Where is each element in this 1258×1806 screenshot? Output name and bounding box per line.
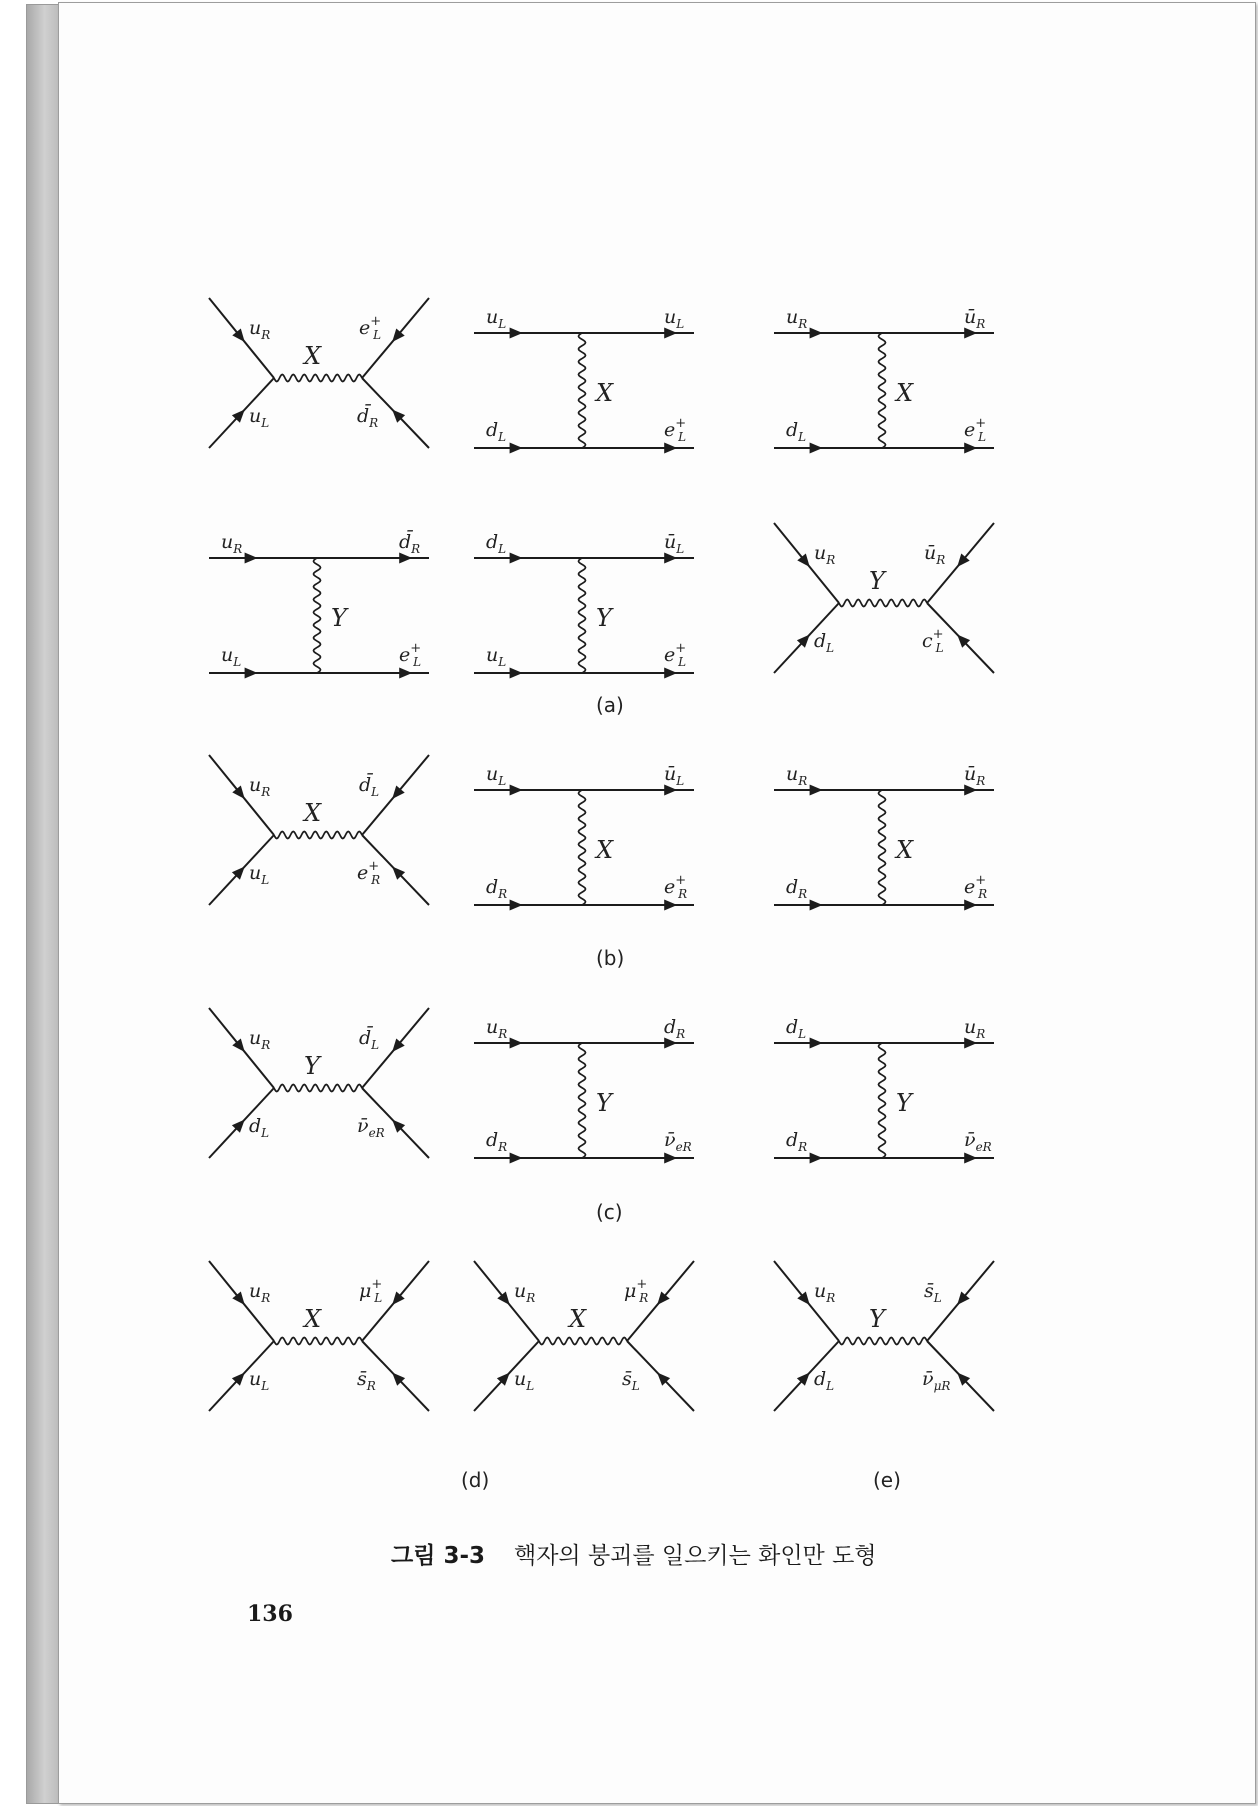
out-bot-label: e+ R <box>964 873 988 901</box>
in-bot-label: $d_R$ <box>486 876 508 901</box>
out-top-label: $d̄_L$ <box>359 774 380 799</box>
boson-propagator <box>539 1338 627 1345</box>
book-page <box>58 2 1256 1804</box>
boson-label: Y <box>304 1052 320 1080</box>
out-top-label: $u_R$ <box>964 1016 986 1041</box>
caption-text: 핵자의 붕괴를 일으키는 화인만 도형 <box>514 1543 877 1569</box>
fermion-arrow <box>664 900 677 911</box>
fermion-arrow <box>510 443 523 454</box>
out-bot-label: e+ L <box>964 416 987 444</box>
out-top-label: $d_R$ <box>664 1016 686 1041</box>
in-top-label: $u_L$ <box>486 763 507 788</box>
boson-label: Y <box>869 1305 885 1333</box>
boson-propagator <box>274 375 362 382</box>
out-top-label: μ+ L <box>359 1277 383 1305</box>
diagram-grid <box>209 298 994 1411</box>
fermion-arrow <box>810 1038 823 1049</box>
fermion-arrow <box>964 785 977 796</box>
out-bot-label: e+ R <box>357 859 381 887</box>
in-bot-label: $d_R$ <box>486 1129 508 1154</box>
book-spine <box>26 4 60 1804</box>
in-bot-label: $u_L$ <box>249 1368 270 1393</box>
boson-propagator <box>274 832 362 839</box>
feynman-diagram-1 <box>209 298 429 448</box>
boson-propagator <box>879 1043 886 1158</box>
in-top-label: $u_R$ <box>786 763 808 788</box>
fermion-arrow <box>964 328 977 339</box>
boson-label: X <box>569 1305 587 1333</box>
in-top-label: $u_R$ <box>486 1016 508 1041</box>
boson-propagator <box>314 558 321 673</box>
in-bot-label: $d_L$ <box>814 630 835 655</box>
out-bot-label: $s̄_R$ <box>357 1368 376 1393</box>
out-top-label: $ū_R$ <box>924 542 946 567</box>
out-top-label: e+ L <box>359 314 382 342</box>
in-bot-label: $d_L$ <box>814 1368 835 1393</box>
in-bot-label: $d_L$ <box>786 419 807 444</box>
fermion-arrow <box>664 1153 677 1164</box>
panel-label-b: (b) <box>596 946 625 970</box>
in-top-label: $u_R$ <box>786 306 808 331</box>
boson-label: Y <box>596 604 612 632</box>
fermion-arrow <box>245 553 258 564</box>
in-top-label: $u_L$ <box>486 306 507 331</box>
in-bot-label: $u_L$ <box>221 644 242 669</box>
feynman-diagram-9 <box>774 763 994 911</box>
in-top-label: $u_R$ <box>249 1280 271 1305</box>
in-bot-label: $d_L$ <box>249 1115 270 1140</box>
boson-propagator <box>274 1338 362 1345</box>
page-number: 136 <box>247 1601 293 1627</box>
fermion-arrow <box>510 328 523 339</box>
in-top-label: $u_R$ <box>249 317 271 342</box>
boson-propagator <box>579 1043 586 1158</box>
in-top-label: $u_R$ <box>221 531 243 556</box>
in-bot-label: $u_L$ <box>514 1368 535 1393</box>
fermion-arrow <box>964 443 977 454</box>
fermion-arrow <box>664 328 677 339</box>
boson-propagator <box>879 790 886 905</box>
out-top-label: $ū_R$ <box>964 306 986 331</box>
fermion-arrow <box>964 900 977 911</box>
fermion-arrow <box>510 1038 523 1049</box>
out-bot-label: $\nū_{\mu R}$ <box>922 1368 951 1393</box>
fermion-arrow <box>399 668 412 679</box>
feynman-diagram-14 <box>474 1261 694 1411</box>
out-top-label: $d̄_R$ <box>399 531 421 556</box>
feynman-diagram-13 <box>209 1261 429 1411</box>
fermion-arrow <box>510 900 523 911</box>
out-bot-label: e+ L <box>664 641 687 669</box>
in-top-label: $u_R$ <box>814 1280 836 1305</box>
boson-propagator <box>579 558 586 673</box>
boson-label: Y <box>869 567 885 595</box>
fermion-arrow <box>664 668 677 679</box>
in-top-label: $d_L$ <box>486 531 507 556</box>
boson-label: X <box>304 1305 322 1333</box>
out-top-label: $d̄_L$ <box>359 1027 380 1052</box>
fermion-arrow <box>664 443 677 454</box>
feynman-diagram-2 <box>474 306 694 454</box>
feynman-diagram-8 <box>474 763 694 911</box>
boson-label: X <box>304 799 322 827</box>
boson-label: X <box>896 836 914 864</box>
out-top-label: $ū_L$ <box>664 531 685 556</box>
fermion-arrow <box>510 1153 523 1164</box>
boson-label: X <box>304 342 322 370</box>
fermion-arrow <box>810 900 823 911</box>
boson-propagator <box>579 333 586 448</box>
in-bot-label: $u_L$ <box>486 644 507 669</box>
in-top-label: $u_R$ <box>814 542 836 567</box>
feynman-diagram-5 <box>474 531 694 679</box>
out-top-label: $ū_R$ <box>964 763 986 788</box>
out-bot-label: e+ L <box>664 416 687 444</box>
out-bot-label: $d̄_R$ <box>357 405 379 430</box>
out-bot-label: $\nū_{eR}$ <box>664 1129 692 1154</box>
in-bot-label: $d_R$ <box>786 1129 808 1154</box>
fermion-arrow <box>810 443 823 454</box>
panel-label-d: (d) <box>461 1468 490 1492</box>
in-top-label: $u_R$ <box>249 774 271 799</box>
fermion-arrow <box>510 553 523 564</box>
boson-label: X <box>596 836 614 864</box>
out-top-label: μ+ R <box>624 1277 649 1305</box>
in-top-label: $d_L$ <box>786 1016 807 1041</box>
boson-propagator <box>839 1338 927 1345</box>
out-bot-label: e+ R <box>664 873 688 901</box>
out-bot-label: $\nū_{eR}$ <box>357 1115 385 1140</box>
out-bot-label: e+ L <box>399 641 422 669</box>
feynman-diagram-12 <box>774 1016 994 1164</box>
feynman-diagram-15 <box>774 1261 994 1411</box>
boson-label: X <box>896 379 914 407</box>
fermion-arrow <box>964 1038 977 1049</box>
out-bot-label: c+ L <box>922 627 944 655</box>
fermion-arrow <box>510 785 523 796</box>
feynman-diagram-11 <box>474 1016 694 1164</box>
fermion-arrow <box>964 1153 977 1164</box>
fermion-arrow <box>810 1153 823 1164</box>
panel-label-a: (a) <box>596 693 624 717</box>
out-bot-label: $\nū_{eR}$ <box>964 1129 992 1154</box>
fermion-arrow <box>510 668 523 679</box>
out-top-label: $s̄_L$ <box>924 1280 942 1305</box>
panel-label-e: (e) <box>873 1468 901 1492</box>
feynman-figure <box>59 3 1255 1803</box>
out-top-label: $ū_L$ <box>664 763 685 788</box>
boson-label: Y <box>596 1089 612 1117</box>
boson-label: Y <box>896 1089 912 1117</box>
in-top-label: $u_R$ <box>514 1280 536 1305</box>
boson-label: X <box>596 379 614 407</box>
boson-label: Y <box>331 604 347 632</box>
out-bot-label: $s̄_L$ <box>622 1368 640 1393</box>
panel-label-c: (c) <box>596 1200 623 1224</box>
fermion-arrow <box>810 785 823 796</box>
fermion-arrow <box>810 328 823 339</box>
boson-propagator <box>879 333 886 448</box>
feynman-diagram-7 <box>209 755 429 905</box>
in-bot-label: $u_L$ <box>249 862 270 887</box>
feynman-diagram-6 <box>774 523 994 673</box>
feynman-diagram-3 <box>774 306 994 454</box>
caption-number: 그림 3-3 <box>391 1543 485 1569</box>
feynman-diagram-4 <box>209 529 429 679</box>
fermion-arrow <box>245 668 258 679</box>
boson-propagator <box>839 600 927 607</box>
in-bot-label: $d_R$ <box>786 876 808 901</box>
in-top-label: $u_R$ <box>249 1027 271 1052</box>
feynman-diagram-10 <box>209 1008 429 1158</box>
fermion-arrow <box>664 553 677 564</box>
in-bot-label: $d_L$ <box>486 419 507 444</box>
in-bot-label: $u_L$ <box>249 405 270 430</box>
boson-propagator <box>579 790 586 905</box>
out-top-label: $u_L$ <box>664 306 685 331</box>
fermion-arrow <box>664 785 677 796</box>
boson-propagator <box>274 1085 362 1092</box>
